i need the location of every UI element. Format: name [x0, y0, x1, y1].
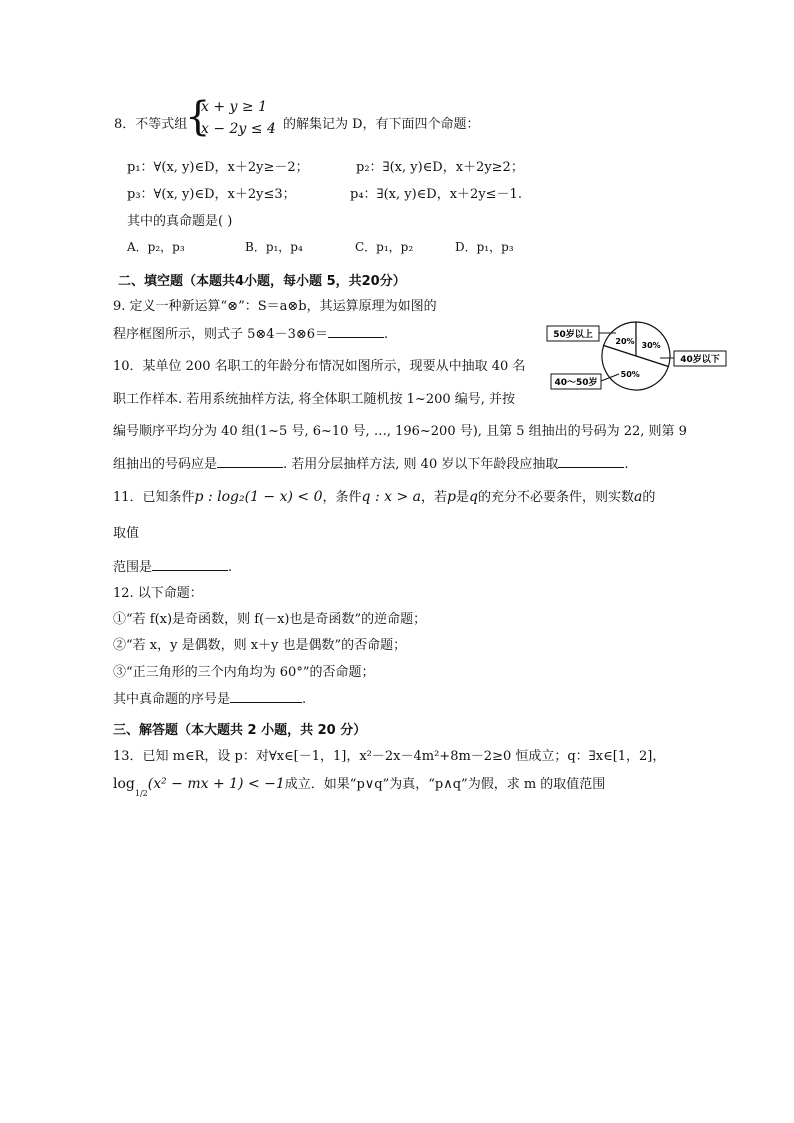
q11-text-d: 是: [455, 490, 469, 505]
q13-log: log: [113, 776, 135, 792]
pie-slices: [602, 322, 670, 390]
q10-answer-blank-2[interactable]: [558, 455, 624, 468]
q8-option-a[interactable]: A．p₂，p₃: [127, 240, 185, 254]
q13-line1: 13．已知 m∈R，设 p：对∀x∈[－1，1]，x²－2x－4m²+8m－2≥0 恒成立；q：∃x∈[1，2]，: [113, 749, 666, 764]
q8-system-line1: x + y ≥ 1: [201, 99, 267, 115]
q11-line3: [113, 556, 232, 575]
q8-question: 其中的真命题是( ): [127, 214, 233, 229]
q11-text-e: 的充分不必要条件，则实数: [477, 490, 634, 505]
q8-proposition-p4: p₄：∃(x, y)∈D，x＋2y≤－1.: [350, 187, 522, 202]
q9-line1: 9. 定义一种新运算“⊗”：S＝a⊗b，其运算原理为如图的: [113, 299, 437, 314]
q11-text-b: ，条件: [322, 490, 362, 505]
q11-var-a: a: [633, 489, 643, 505]
q12-title: 12. 以下命题：: [113, 586, 203, 601]
q10-text-b: . 若用分层抽样方法, 则 40 岁以下年龄段应抽取: [283, 457, 559, 472]
callout-label-under40: 40岁以下: [680, 355, 720, 365]
q9-text: 程序框图所示，则式子 5⊗4－3⊗6＝: [113, 327, 329, 342]
q9-line2: [113, 323, 388, 342]
q12-ask: [113, 688, 306, 707]
q11-answer-blank[interactable]: [152, 558, 228, 571]
q12-item-3: ③“正三角形的三个内角均为 60°”的否命题；: [113, 665, 375, 680]
q11-text-f: 的: [642, 490, 656, 505]
q11-var-p: p: [447, 489, 456, 505]
q8-option-b[interactable]: B．p₁，p₄: [245, 240, 303, 254]
q13-line2-text: 成立．如果“p∨q”为真，“p∧q”为假，求 m 的取值范围: [284, 777, 606, 792]
q10-line2: 职工作样本. 若用系统抽样方法, 将全体职工随机按 1~200 编号, 并按: [113, 392, 516, 407]
q11-text-c: ，若: [420, 490, 447, 505]
q11-text-a: 11．已知条件: [113, 490, 195, 505]
q12-answer-blank[interactable]: [230, 690, 302, 703]
q8-option-d[interactable]: D．p₁，p₃: [455, 240, 514, 254]
callout-label-40to50: 40～50岁: [554, 378, 598, 388]
q8-system-line2: x − 2y ≤ 4: [201, 121, 276, 137]
q8-option-c[interactable]: C．p₁，p₂: [355, 240, 414, 254]
q10-line4: [113, 453, 629, 472]
q12-end: .: [302, 692, 307, 707]
q13-log-argument: (x² − mx + 1) < −1: [147, 776, 285, 792]
q10-text-a: 组抽出的号码应是: [113, 457, 218, 472]
system-brace: {: [185, 94, 211, 140]
q8-proposition-p2: p₂：∃(x, y)∈D，x＋2y≥2；: [356, 160, 524, 175]
q9-answer-blank[interactable]: [328, 325, 384, 338]
q11-condition-q: q : x > a: [361, 489, 421, 505]
q11-condition-p: p : log₂(1 − x) < 0: [194, 489, 323, 505]
q11-text-range: 范围是: [113, 560, 153, 575]
q12-item-2: ②“若 x，y 是偶数，则 x＋y 也是偶数”的否命题；: [113, 638, 407, 653]
q12-ask-text: 其中真命题的序号是: [113, 692, 231, 707]
slice-under40-label: 50%: [620, 369, 640, 379]
q11-line2: 取值: [113, 526, 140, 541]
q13-log-base: 1/2: [134, 789, 148, 798]
q10-end: .: [624, 457, 629, 472]
q11-var-q: q: [468, 489, 478, 505]
q8-proposition-p1: p₁：∀(x, y)∈D，x＋2y≥－2；: [127, 160, 309, 175]
q13-line2: [113, 773, 606, 798]
q8-prefix: 8．不等式组: [114, 117, 188, 132]
q11-line1: [113, 486, 655, 505]
q10-answer-blank-1[interactable]: [217, 455, 283, 468]
q9-end: .: [384, 327, 389, 342]
section-solution-heading: 三、解答题（本大题共 2 小题，共 20 分）: [113, 723, 367, 738]
q8-proposition-p3: p₃：∀(x, y)∈D，x＋2y≤3；: [127, 187, 296, 202]
q10-line1: 10．某单位 200 名职工的年龄分布情况如图所示，现要从中抽取 40 名: [113, 359, 526, 374]
q12-item-1: ①“若 f(x)是奇函数，则 f(－x)也是奇函数”的逆命题；: [113, 612, 427, 627]
section-fill-in-heading: 二、填空题（本题共4小题，每小题 5，共20分）: [118, 274, 406, 289]
slice-over50-label: 20%: [615, 336, 635, 346]
slice-40to50-label: 30%: [641, 341, 661, 351]
q10-line3: 编号顺序平均分为 40 组(1~5 号, 6~10 号, …, 196~200 号), 且第 5 组抽出的号码为 22, 则第 9: [113, 424, 687, 439]
q8-suffix: ，的解集记为 D，有下面四个命题：: [270, 117, 480, 132]
callout-label-over50: 50岁以上: [553, 330, 593, 340]
q11-end: .: [228, 560, 233, 575]
age-distribution-pie-chart: [546, 320, 728, 392]
